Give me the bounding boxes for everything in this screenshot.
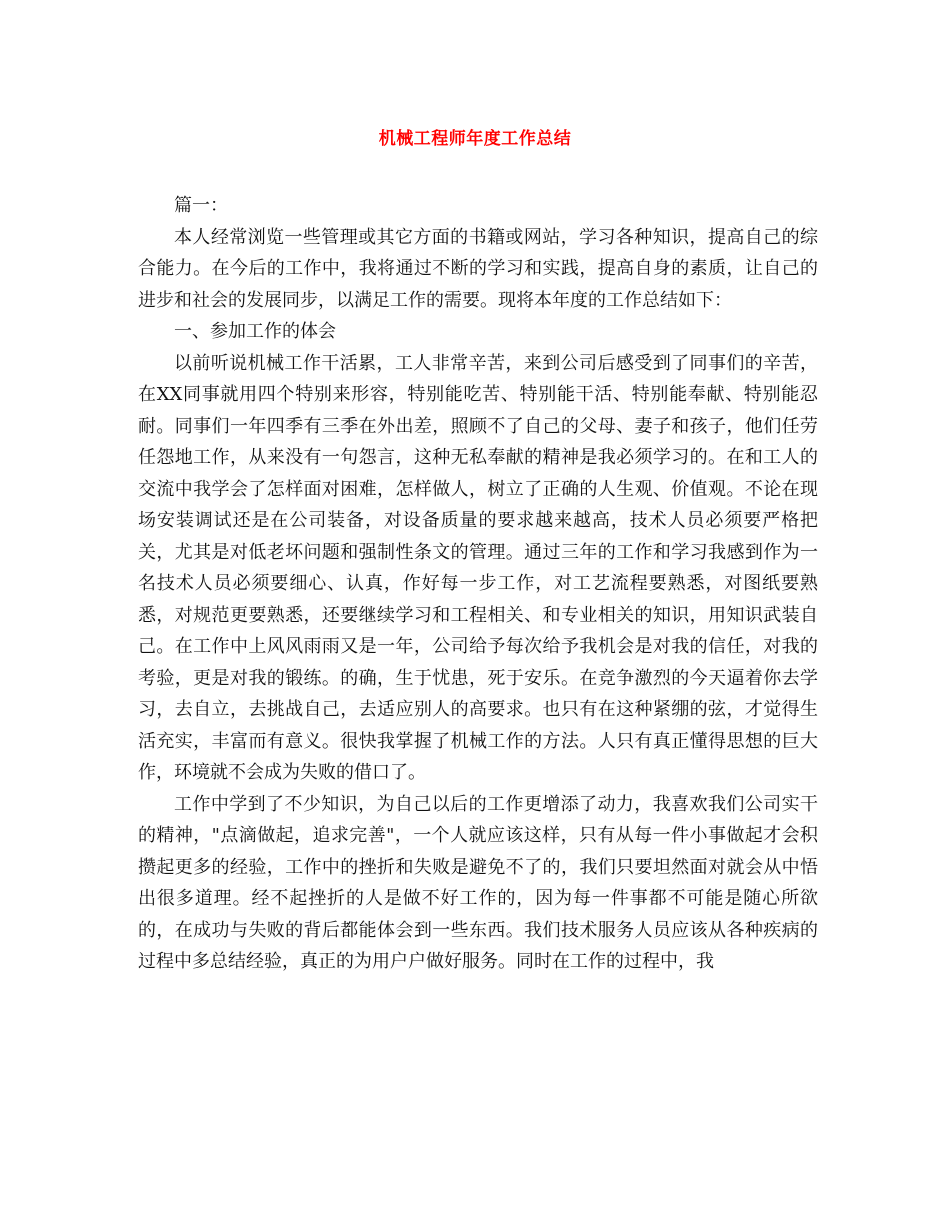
paragraph-section-heading: 一、参加工作的体会 <box>174 321 336 342</box>
document-body <box>138 190 818 978</box>
paragraph-experience: 以前听说机械工作干活累，工人非常辛苦，来到公司后感受到了同事们的辛苦，在XX同事就用四个特别来形容，特别能吃苦、特别能干活、特别能奉献、特别能忍耐。同事们一年四季有三季在外出差，照顾不了自己的父母、妻子和孩子，他们任劳任怨地工作，从来没有一句怨言，这种无私奉献的精神是我必须学习的。在和工人的交流中我学会了怎样面对困难，怎样做人，树立了正确的人生观、价值观。不论在现场安装调试还是在公司装备，对设备质量的要求越来越高，技术人员必须要严格把关，尤其是对低老坏问题和强制性条文的管理。通过三年的工作和学习我感到作为一名技术人员必须要细心、认真，作好每一步工作，对工艺流程要熟悉，对图纸要熟悉，对规范更要熟悉，还要继续学习和工程相关、和专业相关的知识，用知识武装自己。在工作中上风风雨雨又是一年，公司给予每次给予我机会是对我的信任，对我的考验，更是对我的锻练。的确，生于忧患，死于安乐。在竞争激烈的今天逼着你去学习，去自立，去挑战自己，去适应别人的高要求。也只有在这种紧绷的弦，才觉得生活充实，丰富而有意义。很快我掌握了机械工作的方法。人只有真正懂得思想的巨大作，环境就不会成为失败的借口了。 <box>138 352 818 783</box>
paragraph-part-heading: 篇一： <box>174 195 228 216</box>
paragraph-intro: 本人经常浏览一些管理或其它方面的书籍或网站，学习各种知识，提高自己的综合能力。在今后的工作中，我将通过不断的学习和实践，提高自身的素质，让自己的进步和社会的发展同步，以满足工作的需要。现将本年度的工作总结如下： <box>138 226 818 311</box>
document-title: 机械工程师年度工作总结 <box>378 129 572 149</box>
paragraph-learning: 工作中学到了不少知识，为自己以后的工作更增添了动力，我喜欢我们公司实干的精神，"点滴做起，追求完善"，一个人就应该这样，只有从每一件小事做起才会积攒起更多的经验，工作中的挫折和失败是避免不了的，我们只要坦然面对就会从中悟出很多道理。经不起挫折的人是做不好工作的，因为每一件事都不可能是随心所欲的，在成功与失败的背后都能体会到一些东西。我们技术服务人员应该从各种疾病的过程中多总结经验，真正的为用户户做好服务。同时在工作的过程中，我 <box>138 793 818 972</box>
